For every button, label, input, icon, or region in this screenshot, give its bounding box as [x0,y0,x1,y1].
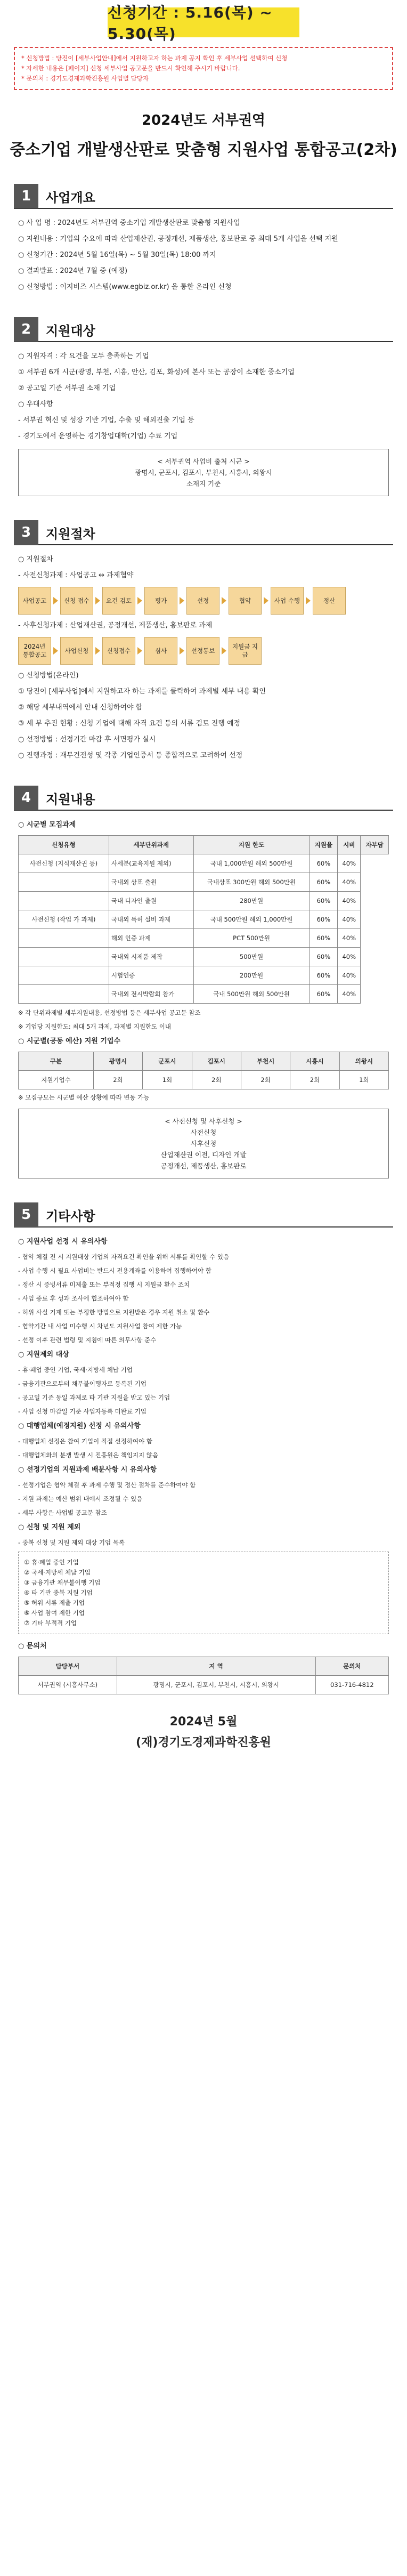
checklist-item: ② 국세·지방세 체납 기업 [24,1569,91,1576]
checklist-item: ④ 타 기관 중복 지원 기업 [24,1589,93,1596]
table-cell: 국내 1,000만원 해외 500만원 [193,854,310,873]
table-cell: 국내 디자인 출원 [109,892,193,910]
section-1-body [18,217,389,293]
table-row [19,929,389,948]
city-table [18,1052,389,1089]
table-cell: 사세분(교육지원 제외) [109,854,193,873]
table-cell: 60% [310,854,338,873]
apply-type-line: 산업재산권 이전, 디자인 개발 [160,1151,247,1159]
support-note: ※ 기업당 지원한도: 최대 5개 과제, 과제별 지원한도 이내 [18,1023,172,1030]
overview-item: ○ 사 업 명 : 2024년도 서부권역 중소기업 개발생산판로 맞춤형 지원사업 [18,219,240,227]
procedure-extra: ① 당진이 [세부사업]에서 지원하고자 하는 과제를 클릭하여 과제별 세부 내용 확인 [18,688,266,696]
table-header-cell: 신청유형 [19,836,109,854]
table-row [19,892,389,910]
etc-line: - 사업 신청 마감일 기준 사업자등록 미완료 기업 [18,1408,146,1415]
table-cell [19,985,109,1004]
section-1-number: 1 [14,184,38,208]
table-cell: PCT 500만원 [193,929,310,948]
table-cell [19,948,109,966]
table-header-row [19,836,389,854]
exclusion-checklist [18,1552,389,1634]
region-box-line: 소재지 기준 [186,480,221,488]
contact-header-cell: 담당부서 [19,1657,117,1676]
flow-step: 평가 [144,587,177,615]
eligibility-item: - 서부권 혁신 및 성장 기반 기업, 수출 및 해외진출 기업 등 [18,416,194,424]
table-cell [19,929,109,948]
procedure-extra: ② 해당 세부내역에서 안내 신청하여야 함 [18,704,143,712]
flow-step: 신청접수 [102,637,135,665]
flow-step: 2024년 통합공고 [18,637,51,665]
checklist-item: ① 휴·폐업 중인 기업 [24,1558,79,1566]
region-box-line: < 서부권역 사업비 출처 시군 > [157,457,250,465]
section-4-title: 지원내용 [46,792,95,807]
city-header-cell: 김포시 [192,1052,241,1071]
table-row [19,985,389,1004]
page-title-line2: 중소기업 개발생산판로 맞춤형 지원사업 통합공고(2차) [10,141,397,159]
flow-1 [18,587,389,615]
contact-header-cell: 지 역 [117,1657,315,1676]
procedure-extra: ③ 세 부 추진 현황 : 신청 기업에 대해 자격 요건 등의 서류 검토 진행 예정 [18,720,241,728]
table-cell: 국내외 전시박람회 참가 [109,985,193,1004]
flow-step: 지원금 지급 [229,637,262,665]
flow-arrow-icon [306,597,311,604]
support-note: ※ 각 단위과제별 세부지원내용, 선정방법 등은 세부사업 공고문 참조 [18,1009,201,1016]
table-row [19,910,389,929]
city-header-cell: 광명시 [93,1052,142,1071]
city-table-heading: ○ 시군별(공동 예산) 지원 기업수 [18,1037,121,1045]
apply-type-box [18,1109,389,1178]
table-cell: 60% [310,892,338,910]
etc-line: - 휴·폐업 중인 기업, 국세·지방세 체납 기업 [18,1366,133,1374]
etc-line: - 정산 시 증빙서류 미제출 또는 부적정 집행 시 지원금 환수 조치 [18,1281,190,1288]
city-row [19,1071,389,1089]
etc-line: - 사업 종료 후 성과 조사에 협조하여야 함 [18,1295,129,1302]
etc-line: - 공고일 기준 동일 과제로 타 기관 지원을 받고 있는 기업 [18,1394,170,1401]
checklist-item: ⑤ 허위 서류 제출 기업 [24,1599,85,1606]
procedure-extra: ○ 신청방법(온라인) [18,672,79,680]
etc-heading: ○ 선정기업의 지원과제 배분사항 시 유의사항 [18,1466,157,1474]
apply-type-line: 사후신청 [190,1140,217,1148]
table-row [19,966,389,985]
procedure-heading: ○ 지원절차 [18,555,53,563]
flow-step: 협약 [229,587,262,615]
city-cell: 2회 [241,1071,290,1089]
table-cell: 280만원 [193,892,310,910]
table-header-cell: 지원 한도 [193,836,310,854]
table-cell: 40% [338,873,361,892]
flow-arrow-icon [264,597,268,604]
table-cell: 40% [338,966,361,985]
contact-cell: 광명시, 군포시, 김포시, 부천시, 시흥시, 의왕시 [117,1676,315,1694]
application-period-banner: 신청기간 : 5.16(목) ~ 5.30(목) [108,7,299,37]
overview-item: ○ 신청기간 : 2024년 5월 16일(목) ~ 5월 30일(목) 18:00 까지 [18,251,216,259]
footer-org: (재)경기도경제과학진흥원 [136,1736,271,1749]
flow-arrow-icon [53,597,58,604]
etc-line: - 협약기간 내 사업 미수행 시 차년도 지원사업 참여 제한 가능 [18,1322,182,1330]
contact-row [19,1676,389,1694]
table-cell: 40% [338,948,361,966]
table-header-cell: 시비 [338,836,361,854]
city-header-row [19,1052,389,1071]
table-cell: 60% [310,929,338,948]
eligibility-item: ② 공고일 기준 서부권 소재 기업 [18,384,116,392]
table-cell: 국내외 시제품 제작 [109,948,193,966]
table-cell: 사전신청 (지식재산권 등) [19,854,109,873]
apply-type-line: 사전신청 [190,1128,217,1136]
flow-arrow-icon [137,597,142,604]
section-4-body [18,819,389,1178]
table-cell: 40% [338,854,361,873]
flow-step: 정산 [313,587,346,615]
etc-line: - 지원 과제는 예산 범위 내에서 조정될 수 있음 [18,1495,143,1503]
city-cell: 2회 [93,1071,142,1089]
table-cell: 60% [310,948,338,966]
etc-line: - 금융기관으로부터 채무불이행자로 등록된 기업 [18,1380,146,1387]
city-header-cell: 구분 [19,1052,94,1071]
table-cell: 500만원 [193,948,310,966]
city-cell: 2회 [290,1071,339,1089]
etc-line: - 협약 체결 전 시 지원대상 기업의 자격요건 확인을 위해 서류를 확인할 수 있음 [18,1253,230,1261]
section-1-title: 사업개요 [46,190,95,205]
etc-line: - 중복 신청 및 지원 제외 대상 기업 목록 [18,1539,125,1546]
section-3-body [18,554,389,762]
flow-arrow-icon [180,597,184,604]
table-cell: 40% [338,910,361,929]
table-cell [19,873,109,892]
table-cell: 200만원 [193,966,310,985]
table-cell: 40% [338,985,361,1004]
section-3-header [14,521,393,545]
flow-arrow-icon [222,647,226,655]
flow-step: 선정통보 [186,637,219,665]
table-cell: 국내외 특허 설비 과제 [109,910,193,929]
notice-item: * 문의처 : 경기도경제과학진흥원 사업별 담당자 [21,75,149,82]
flow-step: 사업신청 [60,637,93,665]
table-cell: 60% [310,910,338,929]
flow-arrow-icon [137,647,142,655]
checklist-item: ⑥ 사업 참여 제한 기업 [24,1609,85,1617]
etc-heading: ○ 신청 및 지원 제외 [18,1523,81,1531]
overview-item: ○ 신청방법 : 이지비즈 시스템(www.egbiz.or.kr) 을 통한 온라인 신청 [18,283,232,291]
contact-table [18,1657,389,1694]
support-table [18,835,389,1004]
city-header-cell: 의왕시 [339,1052,388,1071]
section-1-header [14,184,393,209]
table-header-cell: 세부단위과제 [109,836,193,854]
table-cell: 60% [310,966,338,985]
section-2-header [14,318,393,342]
section-2-body [18,351,389,496]
region-box [18,449,389,496]
notice-item: * 자세한 내용은 [페이지] 신청 세부사업 공고문을 반드시 확인해 주시기 바랍니다. [21,64,240,72]
notice-box [14,47,393,90]
flow-step: 선정 [186,587,219,615]
table-cell: 40% [338,892,361,910]
overview-item: ○ 지원내용 : 기업의 수요에 따라 산업재산권, 공정개선, 제품생산, 홍보판로 중 최대 5개 사업을 선택 지원 [18,235,338,243]
section-2-title: 지원대상 [46,323,95,338]
section-4-number: 4 [14,786,38,810]
section-3-title: 지원절차 [46,526,95,542]
table-cell: 해외 인증 과제 [109,929,193,948]
table-cell: 사전신청 (작업 가 과제) [19,910,109,929]
eligibility-item: ○ 지원자격 : 각 요건을 모두 충족하는 기업 [18,352,149,360]
section-3-number: 3 [14,520,38,545]
table-row [19,948,389,966]
section-5-title: 기타사항 [46,1208,95,1224]
apply-type-line: < 사전신청 및 사후신청 > [165,1117,242,1125]
city-cell: 지원기업수 [19,1071,94,1089]
region-box-line: 광명시, 군포시, 김포시, 부천시, 시흥시, 의왕시 [135,469,272,477]
flow-arrow-icon [180,647,184,655]
etc-line: - 사업 수행 시 필요 사업비는 반드시 전용계좌를 이용하여 집행하여야 함 [18,1267,211,1274]
eligibility-item: - 경기도에서 운영하는 경기창업대학(기업) 수료 기업 [18,432,178,440]
table-cell: 국내 500만원 해외 500만원 [193,985,310,1004]
table-cell: 국내외 상표 출원 [109,873,193,892]
table-cell: 60% [310,873,338,892]
flow-step: 심사 [144,637,177,665]
page-title-line1: 2024년도 서부권역 [141,112,266,128]
contact-heading: ○ 문의처 [18,1642,47,1650]
table-header-cell: 지원율 [310,836,338,854]
eligibility-item: ○ 우대사항 [18,400,53,408]
section-2-number: 2 [14,317,38,342]
flow-arrow-icon [53,647,58,655]
etc-line: - 선정 이후 관련 법령 및 지침에 따른 의무사항 준수 [18,1336,157,1344]
section-5-number: 5 [14,1202,38,1227]
checklist-item: ⑦ 기타 부적격 기업 [24,1619,77,1627]
flow-arrow-icon [222,597,226,604]
notice-item: * 신청방법 : 당진이 [세부사업안내]에서 지원하고자 하는 과제 공지 확인 후 세부사업 선택하여 신청 [21,54,288,62]
etc-line: - 선정기업은 협약 체결 후 과제 수행 및 정산 절차를 준수하여야 함 [18,1481,196,1489]
flow-arrow-icon [95,597,100,604]
procedure-extra: ○ 선정방법 : 선정기간 마감 후 서면평가 실시 [18,736,156,744]
etc-line: - 대행업체 선정은 참여 기업이 직접 선정하여야 함 [18,1438,152,1445]
procedure-line-2: - 사후신청과제 : 산업재산권, 공정개선, 제품생산, 홍보판로 과제 [18,621,213,629]
city-note: ※ 모집규모는 시군별 예산 상황에 따라 변동 가능 [18,1094,150,1101]
contact-cell: 031-716-4812 [315,1676,388,1694]
procedure-extra: ○ 진행과정 : 재무건전성 및 각종 기업인증서 등 종합적으로 고려하여 선정 [18,752,243,760]
contact-header-row [19,1657,389,1676]
etc-heading: ○ 지원제외 대상 [18,1351,69,1359]
eligibility-item: ① 서부권 6개 시군(광명, 부천, 시흥, 안산, 김포, 화성)에 본사 또는 공장이 소재한 중소기업 [18,368,295,376]
city-cell: 1회 [143,1071,192,1089]
etc-heading: ○ 지원사업 선정 시 유의사항 [18,1238,108,1246]
table-cell [19,966,109,985]
section-5-body [18,1236,389,1694]
city-cell: 1회 [339,1071,388,1089]
city-header-cell: 군포시 [143,1052,192,1071]
flow-2 [18,637,389,665]
section-4-header [14,786,393,811]
city-header-cell: 부천시 [241,1052,290,1071]
checklist-item: ③ 금융기관 채무불이행 기업 [24,1579,101,1586]
procedure-line-1: - 사전신청과제 : 사업공고 ↔ 과제협약 [18,571,134,579]
flow-step: 신청 접수 [60,587,93,615]
city-cell: 2회 [192,1071,241,1089]
etc-line: - 대행업체와의 분쟁 발생 시 진흥원은 책임지지 않음 [18,1451,159,1459]
table-cell: 40% [338,929,361,948]
contact-header-cell: 문의처 [315,1657,388,1676]
table-row [19,873,389,892]
table-cell: 시험인증 [109,966,193,985]
flow-step: 요건 검토 [102,587,135,615]
table-header-cell: 자부담 [361,836,389,854]
etc-line: - 세부 사항은 사업별 공고문 참조 [18,1509,107,1516]
contact-cell: 서부권역 (시흥사무소) [19,1676,117,1694]
table-cell: 국내 500만원 해외 1,000만원 [193,910,310,929]
support-table-heading: ○ 시군별 모집과제 [18,821,76,829]
etc-line: - 허위 사실 기재 또는 부정한 방법으로 지원받은 경우 지원 취소 및 환수 [18,1309,210,1316]
table-row [19,854,389,873]
title-block [0,109,407,160]
etc-heading: ○ 대행업체(예정지원) 선정 시 유의사항 [18,1422,141,1430]
apply-type-line: 공정개선, 제품생산, 홍보판로 [160,1162,247,1170]
table-cell [19,892,109,910]
flow-arrow-icon [95,647,100,655]
flow-step: 사업 수행 [271,587,304,615]
city-header-cell: 시흥시 [290,1052,339,1071]
footer-date: 2024년 5월 [169,1715,238,1729]
table-cell: 60% [310,985,338,1004]
table-cell: 국내상표 300만원 해외 500만원 [193,873,310,892]
section-5-header [14,1203,393,1228]
overview-item: ○ 결과발표 : 2024년 7월 중 (예정) [18,267,128,275]
flow-step: 사업공고 [18,587,51,615]
